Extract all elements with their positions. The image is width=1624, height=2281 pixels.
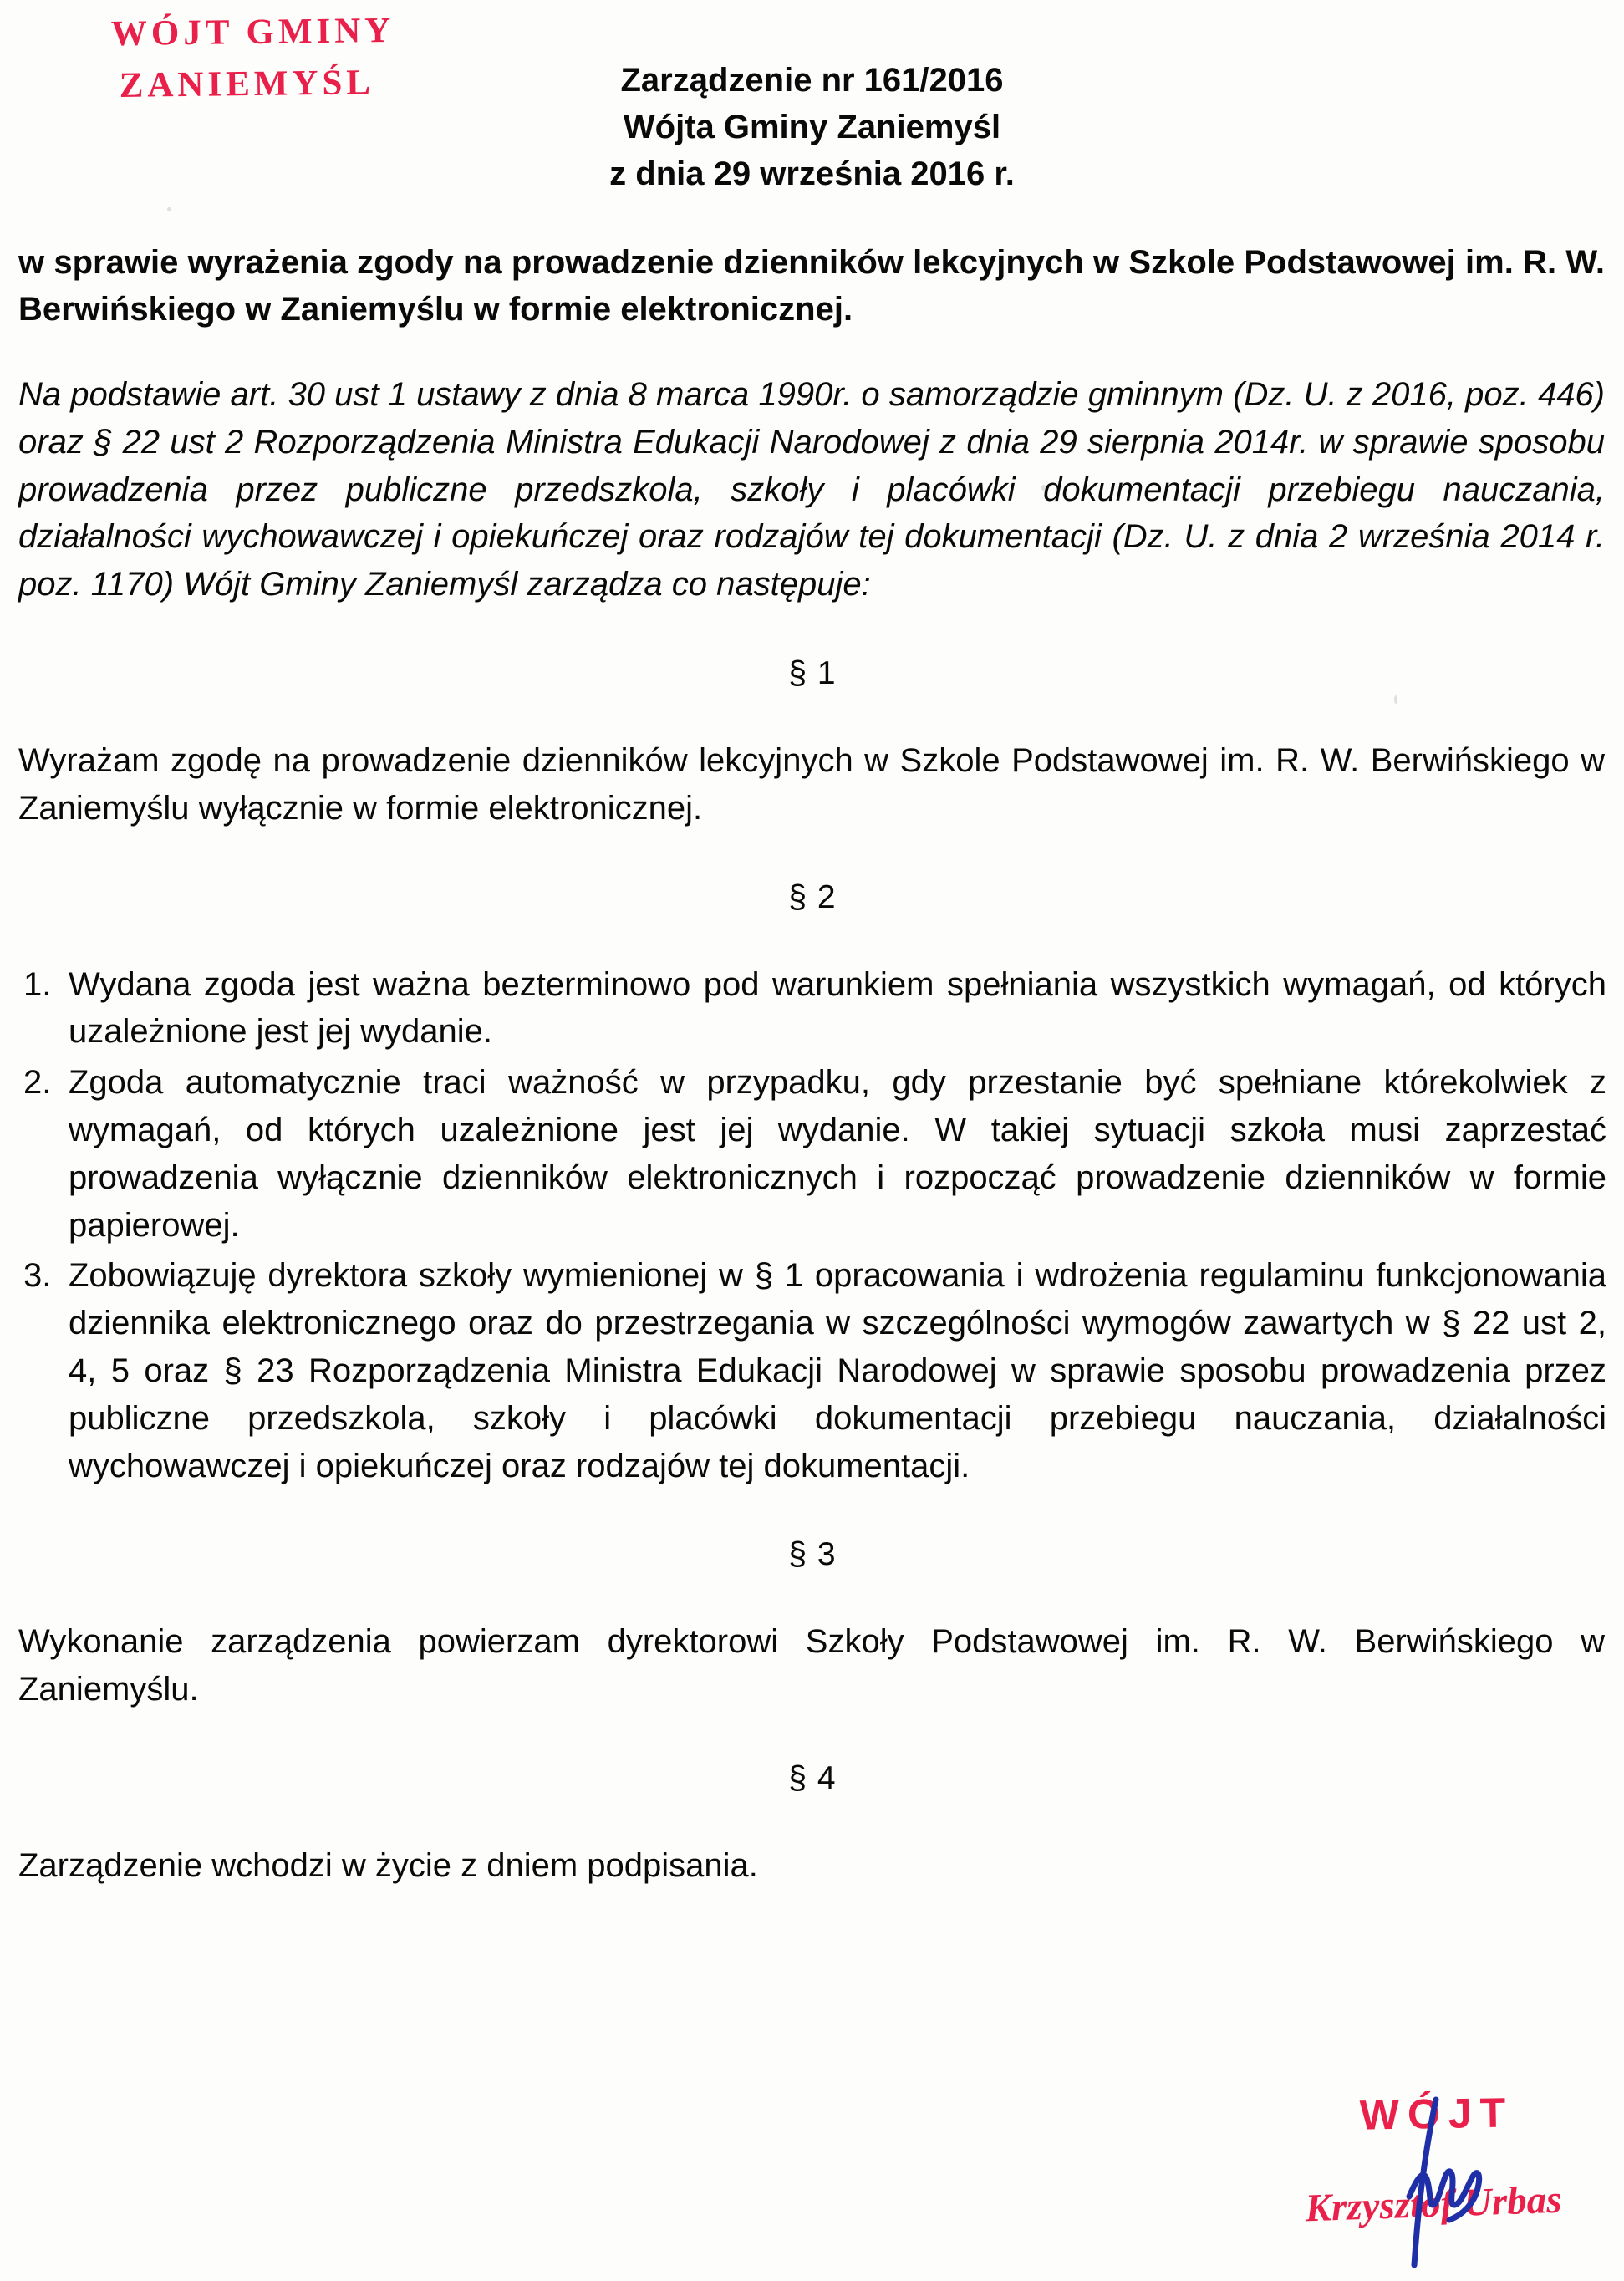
legal-basis-preamble: Na podstawie art. 30 ust 1 ustawy z dnia 8 marca 1990r. o samorządzie gminnym (Dz. U. z 2016, poz. 446) oraz § 22 ust 2 Rozporządzenia Ministra Edukacji Narodowej z dnia 29 sierpnia 2014r. w sprawie sposobu prowadzenia przez publiczne przedszkola, szkoły i placówki dokumentacji przebiegu nauczania, działalności wychowawczej i opiekuńczej oraz rodzajów tej dokumentacji (Dz. U. z dnia 2 września 2014 r. poz. 1170) Wójt Gminy Zaniemyśl zarządza co następuje: bbox=[18, 376, 1605, 603]
signature-stamp-title: WÓJT bbox=[1359, 2089, 1515, 2139]
document-subject: w sprawie wyrażenia zgody na prowadzenie dzienników lekcyjnych w Szkole Podstawowej im. R. W. Berwińskiego w Zaniemyślu w formie elektronicznej. bbox=[18, 244, 1605, 328]
signature-block bbox=[1254, 2090, 1613, 2273]
section-body-3: Wykonanie zarządzenia powierzam dyrektorowi Szkoły Podstawowej im. R. W. Berwińskiego w Zaniemyślu. bbox=[18, 1623, 1605, 1708]
section-body-1: Wyrażam zgodę na prowadzenie dzienników lekcyjnych w Szkole Podstawowej im. R. W. Berwińskiego w Zaniemyślu wyłącznie w formie elektronicznej. bbox=[18, 741, 1605, 827]
list-item: Zgoda automatycznie traci ważność w przypadku, gdy przestanie być spełniane którekolwiek z wymagań, od których uzależnione jest jej wydanie. W takiej sytuacji szkoła musi zaprzestać prowadzenia wyłącznie dzienników elektronicznych i rozpocząć prowadzenie dzienników w formie papierowej. bbox=[69, 1064, 1606, 1244]
scan-speck bbox=[167, 207, 171, 211]
title-line-authority: Wójta Gminy Zaniemyśl bbox=[623, 109, 1001, 145]
section-mark-3: § 3 bbox=[788, 1536, 837, 1573]
list-item: Wydana zgoda jest ważna bezterminowo pod warunkiem spełniania wszystkich wymagań, od których uzależnione jest jej wydanie. bbox=[69, 965, 1606, 1051]
document-title bbox=[0, 57, 1624, 197]
section-body-4: Zarządzenie wchodzi w życie z dniem podpisania. bbox=[18, 1846, 758, 1884]
title-line-number: Zarządzenie nr 161/2016 bbox=[620, 62, 1004, 99]
section-mark-4: § 4 bbox=[788, 1759, 837, 1796]
title-line-date: z dnia 29 września 2016 r. bbox=[609, 155, 1015, 192]
signature-stamp bbox=[1254, 2089, 1613, 2231]
section-mark-1: § 1 bbox=[788, 654, 837, 691]
office-stamp-line-1: WÓJT GMINY bbox=[110, 10, 395, 54]
signature-stamp-name: Krzysztof Urbas bbox=[1304, 2177, 1563, 2231]
document-body bbox=[18, 239, 1606, 1890]
section-mark-2: § 2 bbox=[788, 878, 837, 915]
list-item: Zobowiązuję dyrektora szkoły wymienionej w § 1 opracowania i wdrożenia regulaminu funkcjonowania dziennika elektronicznego oraz do przestrzegania w szczególności wymogów zawartych w § 22 ust 2, 4, 5 oraz § 23 Rozporządzenia Ministra Edukacji Narodowej w sprawie sposobu prowadzenia przez publiczne przedszkola, szkoły i placówki dokumentacji przebiegu nauczania, działalności wychowawczej i opiekuńczej oraz rodzajów tej dokumentacji. bbox=[69, 1257, 1606, 1484]
office-stamp-line-2: ZANIEMYŚL bbox=[119, 63, 375, 106]
section-2-clause-list bbox=[18, 961, 1606, 1490]
